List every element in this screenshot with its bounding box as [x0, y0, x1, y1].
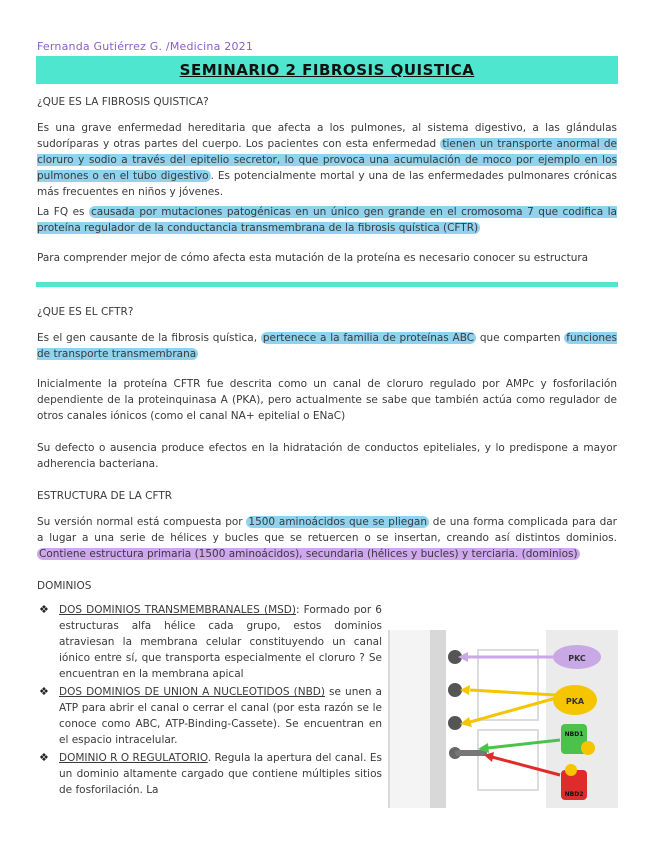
- atp-dot: [565, 764, 577, 776]
- door-handle: [455, 750, 487, 756]
- page-title: SEMINARIO 2 FIBROSIS QUISTICA: [179, 61, 475, 79]
- dominios-list: [37, 602, 382, 800]
- text-segment: de una forma complicada para dar a lugar a una serie de hélices y bucles que se retuercen o se insertan, creando así distintos dominios.: [37, 516, 617, 544]
- highlight-blue: funciones de transporte transmembrana: [37, 332, 617, 360]
- text-segment: Es una grave enfermedad hereditaria que afecta a los pulmones, al sistema digestivo, a las glándulas sudoríparas y otras partes del cuerpo. Los pacientes con esta enfermedad: [37, 122, 617, 150]
- list-item: [37, 602, 382, 682]
- text-segment: que comparten: [476, 332, 565, 344]
- heading-que-es-fq: ¿QUE ES LA FIBROSIS QUISTICA?: [37, 96, 209, 108]
- door-illustration: [388, 630, 618, 808]
- highlight-blue: causada por mutaciones patogénicas en un único gen grande en el cromosoma 7 que codifica la proteína regulador de la conductancia transmembrana de la fibrosis quística (CFTR): [37, 206, 617, 234]
- text-segment: Es el gen causante de la fibrosis quística,: [37, 332, 261, 344]
- pkc-label: PKC: [568, 654, 586, 663]
- paragraph-defecto: Su defecto o ausencia produce efectos en la hidratación de conductos epiteliales, y lo predispone a mayor adherencia bacteriana.: [37, 442, 617, 470]
- nbd1-label: NBD1: [564, 731, 584, 738]
- section-divider: [36, 282, 618, 287]
- atp-dot: [581, 741, 595, 755]
- highlight-purple: Contiene estructura primaria (1500 aminoácidos), secundaria (hélices y bucles) y terciaria. (dominios): [39, 548, 578, 560]
- text-segment: . Es potencialmente mortal y una de las enfermedades pulmonares crónicas más frecuentes en niños y jóvenes.: [37, 170, 617, 198]
- highlight-blue: 1500 aminoácidos que se pliegan: [248, 516, 428, 528]
- text-segment: Su versión normal está compuesta por: [37, 516, 247, 528]
- item-text: se unen a ATP para abrir el canal o cerrar el canal (por esta razón se le conoce como ABC, ATP-Binding-Cassete). Se encuentran en el espacio intracelular.: [59, 686, 382, 746]
- lock-knob: [448, 683, 462, 697]
- diamond-bullet-icon: ❖: [39, 751, 49, 764]
- item-title: DOMINIO R O REGULATORIO: [59, 752, 208, 764]
- author-line: Fernanda Gutiérrez G. /Medicina 2021: [37, 40, 254, 53]
- paragraph-estructura: [37, 514, 617, 562]
- text-segment: La FQ es: [37, 206, 89, 218]
- item-title: DOS DOMINIOS TRANSMEMBRANALES (MSD): [59, 604, 296, 616]
- paragraph-causa: [37, 204, 617, 236]
- diamond-bullet-icon: ❖: [39, 685, 49, 698]
- paragraph-definition: [37, 120, 617, 200]
- item-text: . Regula la apertura del canal. Es un dominio altamente cargado que contiene múltiples sitios de fosforilación. La: [59, 752, 382, 796]
- pka-label: PKA: [565, 697, 585, 706]
- paragraph-gen-causante: [37, 330, 617, 362]
- paragraph-proteina: Inicialmente la proteína CFTR fue descrita como un canal de cloruro regulado por AMPc y fosforilación dependiente de la proteinquinasa A (PKA), pero actualmente se sabe que también actúa como regulador de otros canales iónicos (como el canal NA+ epitelial o ENaC): [37, 378, 617, 422]
- heading-dominios: DOMINIOS: [37, 580, 92, 592]
- heading-estructura: ESTRUCTURA DE LA CFTR: [37, 490, 173, 502]
- diamond-bullet-icon: ❖: [39, 603, 49, 616]
- highlight-blue: pertenece a la familia de proteínas ABC: [262, 332, 475, 344]
- nbd2-label: NBD2: [564, 791, 584, 798]
- highlight-blue: tienen un transporte anormal de cloruro y sodio a través del epitelio secretor, lo que provoca una acumulación de moco por ejemplo en los pulmones o en el tubo digestivo: [37, 138, 617, 182]
- heading-que-es-cftr: ¿QUE ES EL CFTR?: [37, 306, 134, 318]
- item-title: DOS DOMINIOS DE UNION A NUCLEOTIDOS (NBD): [59, 686, 325, 698]
- paragraph-comprender: Para comprender mejor de cómo afecta esta mutación de la proteína es necesario conocer su estructura: [37, 252, 589, 264]
- lock-knob: [448, 716, 462, 730]
- title-bar: [36, 56, 618, 84]
- list-item: [37, 750, 382, 798]
- item-text: : Formado por 6 estructuras alfa hélice cada grupo, estos dominios atraviesan la membrana celular constituyendo un canal iónico entre sí, que transporta especialmente el cloruro ? Se encuentran en la membrana apical: [59, 604, 382, 680]
- cftr-door-figure: [388, 630, 618, 808]
- list-item: [37, 684, 382, 748]
